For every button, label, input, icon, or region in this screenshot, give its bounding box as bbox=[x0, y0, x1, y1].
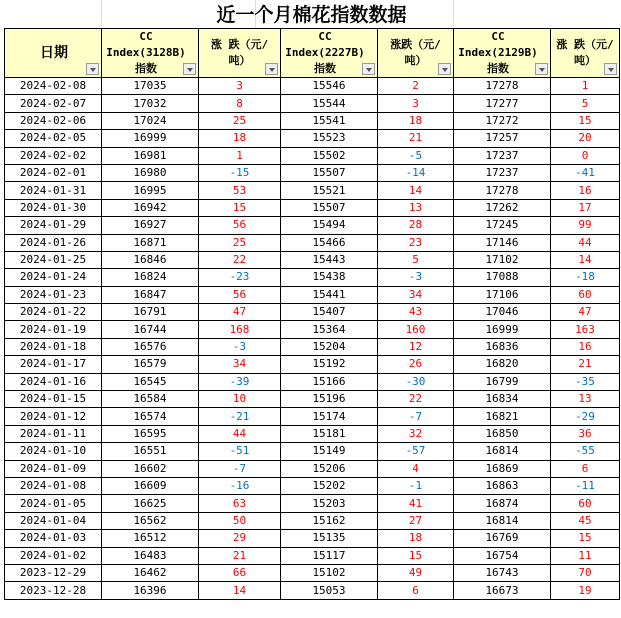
cell-cc2129b-change[interactable]: 11 bbox=[551, 547, 620, 564]
cell-date[interactable]: 2024-02-05 bbox=[5, 130, 102, 147]
column-header-cc2129b-index bbox=[454, 29, 551, 78]
cell-cc2227b-index[interactable]: 15364 bbox=[281, 321, 378, 338]
cell-cc3128b-index[interactable]: 16584 bbox=[102, 391, 199, 408]
cell-date[interactable]: 2024-01-02 bbox=[5, 547, 102, 564]
cell-cc3128b-index[interactable]: 16602 bbox=[102, 460, 199, 477]
cell-cc2129b-change[interactable]: 1 bbox=[551, 78, 620, 95]
cell-cc2129b-change[interactable]: 163 bbox=[551, 321, 620, 338]
cell-cc2227b-change[interactable]: 27 bbox=[378, 512, 454, 529]
cell-cc2227b-change[interactable]: 41 bbox=[378, 495, 454, 512]
table-row bbox=[5, 130, 620, 147]
cell-cc2129b-index[interactable]: 16874 bbox=[454, 495, 551, 512]
cell-cc2227b-index[interactable]: 15053 bbox=[281, 582, 378, 599]
cell-cc3128b-change[interactable]: 25 bbox=[199, 112, 281, 129]
table-row bbox=[5, 164, 620, 181]
cell-cc2129b-index[interactable]: 17257 bbox=[454, 130, 551, 147]
cell-cc3128b-index[interactable]: 16995 bbox=[102, 182, 199, 199]
cell-cc2227b-change[interactable]: -1 bbox=[378, 477, 454, 494]
cell-cc2129b-index[interactable]: 17088 bbox=[454, 269, 551, 286]
table-row bbox=[5, 304, 620, 321]
cell-cc2129b-index[interactable]: 17102 bbox=[454, 251, 551, 268]
cell-cc2227b-index[interactable]: 15203 bbox=[281, 495, 378, 512]
cell-cc3128b-index[interactable]: 16980 bbox=[102, 164, 199, 181]
cell-cc2227b-index[interactable]: 15438 bbox=[281, 269, 378, 286]
cell-cc3128b-change[interactable]: 47 bbox=[199, 304, 281, 321]
cell-cc2227b-change[interactable]: 18 bbox=[378, 530, 454, 547]
cell-cc3128b-index[interactable]: 16744 bbox=[102, 321, 199, 338]
cell-cc2129b-index[interactable]: 16869 bbox=[454, 460, 551, 477]
cell-date[interactable]: 2024-01-18 bbox=[5, 338, 102, 355]
cell-cc3128b-change[interactable]: -39 bbox=[199, 373, 281, 390]
cell-cc3128b-change[interactable]: 22 bbox=[199, 251, 281, 268]
cell-date[interactable]: 2024-01-31 bbox=[5, 182, 102, 199]
table-row bbox=[5, 147, 620, 164]
column-header-cc2227b-index bbox=[281, 29, 378, 78]
cell-cc2129b-change[interactable]: 60 bbox=[551, 286, 620, 303]
cell-cc3128b-index[interactable]: 16595 bbox=[102, 425, 199, 442]
filter-dropdown-icon[interactable] bbox=[183, 63, 196, 75]
cell-cc2129b-index[interactable]: 17245 bbox=[454, 217, 551, 234]
cell-date[interactable]: 2024-02-06 bbox=[5, 112, 102, 129]
cell-cc2227b-index[interactable]: 15544 bbox=[281, 95, 378, 112]
cell-cc2227b-change[interactable]: 3 bbox=[378, 95, 454, 112]
table-row bbox=[5, 234, 620, 251]
cell-cc3128b-index[interactable]: 16462 bbox=[102, 564, 199, 581]
cell-cc2129b-change[interactable]: 45 bbox=[551, 512, 620, 529]
cell-cc3128b-index[interactable]: 16396 bbox=[102, 582, 199, 599]
cell-cc2227b-change[interactable]: 26 bbox=[378, 356, 454, 373]
sheet-title: 近一个月棉花指数数据 bbox=[216, 4, 407, 26]
table-row bbox=[5, 182, 620, 199]
cell-cc3128b-index[interactable]: 16942 bbox=[102, 199, 199, 216]
cell-date[interactable]: 2024-01-17 bbox=[5, 356, 102, 373]
cell-cc3128b-index[interactable]: 16609 bbox=[102, 477, 199, 494]
cell-cc3128b-index[interactable]: 16927 bbox=[102, 217, 199, 234]
cell-cc2227b-index[interactable]: 15521 bbox=[281, 182, 378, 199]
cell-date[interactable]: 2024-01-10 bbox=[5, 443, 102, 460]
cell-date[interactable]: 2024-01-30 bbox=[5, 199, 102, 216]
cell-cc2129b-index[interactable]: 16814 bbox=[454, 443, 551, 460]
cell-cc2129b-change[interactable]: -11 bbox=[551, 477, 620, 494]
cell-cc3128b-change[interactable]: 29 bbox=[199, 530, 281, 547]
cell-cc2227b-change[interactable]: -30 bbox=[378, 373, 454, 390]
cell-date[interactable]: 2024-01-29 bbox=[5, 217, 102, 234]
cell-date[interactable]: 2024-01-04 bbox=[5, 512, 102, 529]
cell-cc2227b-change[interactable]: 4 bbox=[378, 460, 454, 477]
table-row bbox=[5, 199, 620, 216]
header-text: Index(2227B) bbox=[285, 46, 365, 59]
cell-cc2227b-change[interactable]: -57 bbox=[378, 443, 454, 460]
cell-cc2227b-index[interactable]: 15502 bbox=[281, 147, 378, 164]
cell-cc2227b-change[interactable]: 6 bbox=[378, 582, 454, 599]
cell-cc2227b-index[interactable]: 15443 bbox=[281, 251, 378, 268]
cell-date[interactable]: 2024-01-11 bbox=[5, 425, 102, 442]
header-text: CC bbox=[139, 30, 153, 43]
table-row bbox=[5, 356, 620, 373]
cell-cc2129b-index[interactable]: 16820 bbox=[454, 356, 551, 373]
cell-cc3128b-index[interactable]: 16999 bbox=[102, 130, 199, 147]
cell-cc2129b-index[interactable]: 16673 bbox=[454, 582, 551, 599]
table-row bbox=[5, 391, 620, 408]
column-header-label: 涨 跌（元/吨） bbox=[210, 38, 269, 67]
cell-cc2227b-index[interactable]: 15181 bbox=[281, 425, 378, 442]
cell-date[interactable]: 2024-01-24 bbox=[5, 269, 102, 286]
column-header-cc2227b-change bbox=[378, 29, 454, 78]
cell-cc2227b-index[interactable]: 15204 bbox=[281, 338, 378, 355]
cell-cc2227b-index[interactable]: 15149 bbox=[281, 443, 378, 460]
cell-cc3128b-index[interactable]: 16847 bbox=[102, 286, 199, 303]
cell-cc3128b-change[interactable]: -15 bbox=[199, 164, 281, 181]
cell-date[interactable]: 2024-01-23 bbox=[5, 286, 102, 303]
cell-cc2129b-change[interactable]: 60 bbox=[551, 495, 620, 512]
cell-cc2227b-change[interactable]: 28 bbox=[378, 217, 454, 234]
cell-cc2129b-change[interactable]: -29 bbox=[551, 408, 620, 425]
cell-cc2227b-index[interactable]: 15174 bbox=[281, 408, 378, 425]
cell-cc3128b-index[interactable]: 16512 bbox=[102, 530, 199, 547]
cell-cc2227b-change[interactable]: 5 bbox=[378, 251, 454, 268]
cell-cc2129b-index[interactable]: 17046 bbox=[454, 304, 551, 321]
cell-cc3128b-index[interactable]: 17024 bbox=[102, 112, 199, 129]
cell-cc2227b-index[interactable]: 15523 bbox=[281, 130, 378, 147]
cell-date[interactable]: 2023-12-28 bbox=[5, 582, 102, 599]
header-text: CC bbox=[318, 30, 332, 43]
cell-cc3128b-change[interactable]: -3 bbox=[199, 338, 281, 355]
cell-cc2129b-index[interactable]: 16850 bbox=[454, 425, 551, 442]
cell-cc3128b-change[interactable]: 18 bbox=[199, 130, 281, 147]
table-row bbox=[5, 373, 620, 390]
cell-cc2129b-change[interactable]: 15 bbox=[551, 530, 620, 547]
header-text: 日期 bbox=[40, 45, 68, 61]
cell-cc2129b-index[interactable]: 17262 bbox=[454, 199, 551, 216]
cell-cc2129b-change[interactable]: 44 bbox=[551, 234, 620, 251]
cell-cc2129b-change[interactable]: 36 bbox=[551, 425, 620, 442]
header-text: 指数 bbox=[135, 62, 157, 75]
cell-cc2129b-index[interactable]: 17237 bbox=[454, 164, 551, 181]
cell-cc3128b-index[interactable]: 16846 bbox=[102, 251, 199, 268]
cell-cc2129b-index[interactable]: 17237 bbox=[454, 147, 551, 164]
cell-cc2129b-change[interactable]: 20 bbox=[551, 130, 620, 147]
cell-cc3128b-change[interactable]: 56 bbox=[199, 286, 281, 303]
cell-cc3128b-index[interactable]: 16483 bbox=[102, 547, 199, 564]
cell-cc3128b-index[interactable]: 16576 bbox=[102, 338, 199, 355]
header-text: CC bbox=[491, 30, 505, 43]
header-text: 指数 bbox=[314, 62, 336, 75]
table-row bbox=[5, 425, 620, 442]
cell-cc3128b-index[interactable]: 17035 bbox=[102, 78, 199, 95]
cell-cc2129b-index[interactable]: 16814 bbox=[454, 512, 551, 529]
cell-cc2227b-change[interactable]: 15 bbox=[378, 547, 454, 564]
cell-date[interactable]: 2024-01-19 bbox=[5, 321, 102, 338]
cell-date[interactable]: 2024-02-08 bbox=[5, 78, 102, 95]
cell-cc2227b-index[interactable]: 15507 bbox=[281, 199, 378, 216]
table-row bbox=[5, 338, 620, 355]
cell-cc3128b-index[interactable]: 16551 bbox=[102, 443, 199, 460]
cell-cc2227b-index[interactable]: 15135 bbox=[281, 530, 378, 547]
cell-date[interactable]: 2024-02-07 bbox=[5, 95, 102, 112]
cell-cc3128b-change[interactable]: 21 bbox=[199, 547, 281, 564]
cell-cc3128b-change[interactable]: 3 bbox=[199, 78, 281, 95]
cell-cc2129b-index[interactable]: 17277 bbox=[454, 95, 551, 112]
cell-cc3128b-change[interactable]: 66 bbox=[199, 564, 281, 581]
table-row bbox=[5, 530, 620, 547]
cell-cc2227b-index[interactable]: 15206 bbox=[281, 460, 378, 477]
cell-cc2129b-index[interactable]: 16799 bbox=[454, 373, 551, 390]
cell-cc2227b-index[interactable]: 15541 bbox=[281, 112, 378, 129]
cell-cc2227b-change[interactable]: 32 bbox=[378, 425, 454, 442]
cell-cc2227b-change[interactable]: 22 bbox=[378, 391, 454, 408]
table-row bbox=[5, 477, 620, 494]
cell-cc3128b-index[interactable]: 16625 bbox=[102, 495, 199, 512]
cell-cc2129b-change[interactable]: -55 bbox=[551, 443, 620, 460]
table-row bbox=[5, 269, 620, 286]
header-row bbox=[5, 29, 620, 78]
cell-cc2227b-change[interactable]: 12 bbox=[378, 338, 454, 355]
table-row bbox=[5, 217, 620, 234]
cell-cc3128b-index[interactable]: 16871 bbox=[102, 234, 199, 251]
table-row bbox=[5, 564, 620, 581]
cell-cc2129b-index[interactable]: 16743 bbox=[454, 564, 551, 581]
cell-cc3128b-change[interactable]: -7 bbox=[199, 460, 281, 477]
cell-cc2129b-index[interactable]: 17106 bbox=[454, 286, 551, 303]
cell-cc2227b-index[interactable]: 15441 bbox=[281, 286, 378, 303]
cell-cc2227b-change[interactable]: 21 bbox=[378, 130, 454, 147]
cell-cc2129b-index[interactable]: 16863 bbox=[454, 477, 551, 494]
cell-cc2129b-index[interactable]: 17278 bbox=[454, 182, 551, 199]
cell-cc2129b-change[interactable]: 5 bbox=[551, 95, 620, 112]
cell-cc2129b-index[interactable]: 16999 bbox=[454, 321, 551, 338]
cell-cc3128b-change[interactable]: 63 bbox=[199, 495, 281, 512]
table-row bbox=[5, 582, 620, 599]
cell-cc2227b-change[interactable]: -5 bbox=[378, 147, 454, 164]
cell-cc2129b-index[interactable]: 16834 bbox=[454, 391, 551, 408]
cell-date[interactable]: 2024-01-12 bbox=[5, 408, 102, 425]
table-row bbox=[5, 112, 620, 129]
table-row bbox=[5, 286, 620, 303]
cell-cc2227b-change[interactable]: 18 bbox=[378, 112, 454, 129]
cell-cc2129b-index[interactable]: 16769 bbox=[454, 530, 551, 547]
cell-cc3128b-change[interactable]: 34 bbox=[199, 356, 281, 373]
cell-cc2129b-index[interactable]: 16836 bbox=[454, 338, 551, 355]
cell-cc2227b-index[interactable]: 15494 bbox=[281, 217, 378, 234]
cell-cc2129b-change[interactable]: 13 bbox=[551, 391, 620, 408]
cell-cc2227b-index[interactable]: 15162 bbox=[281, 512, 378, 529]
cell-cc3128b-index[interactable]: 16574 bbox=[102, 408, 199, 425]
cell-cc2227b-index[interactable]: 15202 bbox=[281, 477, 378, 494]
cell-cc2227b-change[interactable]: 2 bbox=[378, 78, 454, 95]
cell-cc2129b-change[interactable]: 15 bbox=[551, 112, 620, 129]
cell-cc3128b-change[interactable]: 44 bbox=[199, 425, 281, 442]
cell-cc2227b-index[interactable]: 15546 bbox=[281, 78, 378, 95]
cell-cc2227b-change[interactable]: 23 bbox=[378, 234, 454, 251]
cell-cc3128b-change[interactable]: 50 bbox=[199, 512, 281, 529]
filter-dropdown-icon[interactable] bbox=[362, 63, 375, 75]
cell-cc2227b-change[interactable]: -3 bbox=[378, 269, 454, 286]
cell-cc2227b-index[interactable]: 15466 bbox=[281, 234, 378, 251]
cell-cc2227b-change[interactable]: 49 bbox=[378, 564, 454, 581]
cell-date[interactable]: 2024-02-01 bbox=[5, 164, 102, 181]
cell-cc2227b-change[interactable]: 34 bbox=[378, 286, 454, 303]
header-text: Index(3128B) bbox=[106, 46, 186, 59]
cell-cc2129b-change[interactable]: 16 bbox=[551, 182, 620, 199]
cell-cc2227b-change[interactable]: -7 bbox=[378, 408, 454, 425]
cell-date[interactable]: 2024-01-05 bbox=[5, 495, 102, 512]
cell-cc2227b-index[interactable]: 15407 bbox=[281, 304, 378, 321]
cell-cc2129b-change[interactable]: 6 bbox=[551, 460, 620, 477]
cell-cc2227b-index[interactable]: 15196 bbox=[281, 391, 378, 408]
cell-cc3128b-index[interactable]: 16824 bbox=[102, 269, 199, 286]
cell-cc3128b-index[interactable]: 16579 bbox=[102, 356, 199, 373]
table-row bbox=[5, 547, 620, 564]
cell-cc3128b-change[interactable]: -23 bbox=[199, 269, 281, 286]
cell-cc2129b-index[interactable]: 16821 bbox=[454, 408, 551, 425]
filter-dropdown-icon[interactable] bbox=[535, 63, 548, 75]
table-row bbox=[5, 78, 620, 95]
cell-date[interactable]: 2024-01-15 bbox=[5, 391, 102, 408]
cell-cc3128b-index[interactable]: 16981 bbox=[102, 147, 199, 164]
cell-cc2129b-change[interactable]: 0 bbox=[551, 147, 620, 164]
cell-cc2129b-change[interactable]: 21 bbox=[551, 356, 620, 373]
column-header-label: 涨跌（元/吨） bbox=[390, 38, 441, 67]
cell-cc3128b-change[interactable]: -51 bbox=[199, 443, 281, 460]
cell-date[interactable]: 2024-01-25 bbox=[5, 251, 102, 268]
cell-cc3128b-index[interactable]: 17032 bbox=[102, 95, 199, 112]
cell-cc2129b-change[interactable]: -18 bbox=[551, 269, 620, 286]
column-header-cc3128b-index bbox=[102, 29, 199, 78]
table-row bbox=[5, 460, 620, 477]
cell-cc2129b-change[interactable]: 99 bbox=[551, 217, 620, 234]
table-row bbox=[5, 495, 620, 512]
cotton-index-table bbox=[4, 28, 620, 600]
cell-cc2227b-index[interactable]: 15192 bbox=[281, 356, 378, 373]
column-header-cc3128b-change bbox=[199, 29, 281, 78]
cell-cc2227b-index[interactable]: 15102 bbox=[281, 564, 378, 581]
cell-cc3128b-change[interactable]: 56 bbox=[199, 217, 281, 234]
cell-cc3128b-change[interactable]: 8 bbox=[199, 95, 281, 112]
cell-cc2227b-change[interactable]: 13 bbox=[378, 199, 454, 216]
cell-cc2227b-change[interactable]: -14 bbox=[378, 164, 454, 181]
cell-cc3128b-change[interactable]: 15 bbox=[199, 199, 281, 216]
cell-date[interactable]: 2024-02-02 bbox=[5, 147, 102, 164]
cell-date[interactable]: 2024-01-08 bbox=[5, 477, 102, 494]
cell-cc3128b-change[interactable]: 53 bbox=[199, 182, 281, 199]
cell-cc2227b-change[interactable]: 43 bbox=[378, 304, 454, 321]
cell-cc2129b-index[interactable]: 16754 bbox=[454, 547, 551, 564]
table-row bbox=[5, 512, 620, 529]
column-header-cc2129b-change bbox=[551, 29, 620, 78]
cell-cc2227b-index[interactable]: 15507 bbox=[281, 164, 378, 181]
column-header-date bbox=[5, 29, 102, 78]
cell-cc2129b-change[interactable]: 14 bbox=[551, 251, 620, 268]
cell-date[interactable]: 2024-01-22 bbox=[5, 304, 102, 321]
cell-cc3128b-index[interactable]: 16545 bbox=[102, 373, 199, 390]
cell-cc3128b-change[interactable]: 1 bbox=[199, 147, 281, 164]
table-row bbox=[5, 321, 620, 338]
column-header-label: 涨 跌（元/吨） bbox=[556, 38, 614, 67]
cell-date[interactable]: 2023-12-29 bbox=[5, 564, 102, 581]
cell-cc2129b-change[interactable]: 19 bbox=[551, 582, 620, 599]
cell-date[interactable]: 2024-01-16 bbox=[5, 373, 102, 390]
cell-cc2227b-change[interactable]: 14 bbox=[378, 182, 454, 199]
cell-cc3128b-change[interactable]: 168 bbox=[199, 321, 281, 338]
column-header-label bbox=[5, 45, 101, 61]
cell-date[interactable]: 2024-01-09 bbox=[5, 460, 102, 477]
cell-cc3128b-change[interactable]: -16 bbox=[199, 477, 281, 494]
cell-cc2227b-change[interactable]: 160 bbox=[378, 321, 454, 338]
cell-date[interactable]: 2024-01-26 bbox=[5, 234, 102, 251]
filter-dropdown-icon[interactable] bbox=[86, 63, 99, 75]
header-text: 指数 bbox=[487, 62, 509, 75]
table-row bbox=[5, 95, 620, 112]
table-row bbox=[5, 251, 620, 268]
table-row bbox=[5, 408, 620, 425]
cell-cc3128b-change[interactable]: -21 bbox=[199, 408, 281, 425]
cell-cc3128b-change[interactable]: 10 bbox=[199, 391, 281, 408]
cell-cc2129b-change[interactable]: 17 bbox=[551, 199, 620, 216]
cell-cc3128b-index[interactable]: 16791 bbox=[102, 304, 199, 321]
cell-cc3128b-change[interactable]: 25 bbox=[199, 234, 281, 251]
cell-cc2129b-change[interactable]: 16 bbox=[551, 338, 620, 355]
cell-cc2129b-change[interactable]: -41 bbox=[551, 164, 620, 181]
header-text: Index(2129B) bbox=[458, 46, 538, 59]
cell-cc2129b-change[interactable]: 47 bbox=[551, 304, 620, 321]
cell-cc3128b-change[interactable]: 14 bbox=[199, 582, 281, 599]
table-row bbox=[5, 443, 620, 460]
cell-cc2227b-index[interactable]: 15117 bbox=[281, 547, 378, 564]
cell-cc2129b-index[interactable]: 17272 bbox=[454, 112, 551, 129]
cell-cc2129b-index[interactable]: 17146 bbox=[454, 234, 551, 251]
cell-cc2129b-index[interactable]: 17278 bbox=[454, 78, 551, 95]
cell-cc2227b-index[interactable]: 15166 bbox=[281, 373, 378, 390]
cell-date[interactable]: 2024-01-03 bbox=[5, 530, 102, 547]
cell-cc2129b-change[interactable]: -35 bbox=[551, 373, 620, 390]
cell-cc3128b-index[interactable]: 16562 bbox=[102, 512, 199, 529]
cell-cc2129b-change[interactable]: 70 bbox=[551, 564, 620, 581]
